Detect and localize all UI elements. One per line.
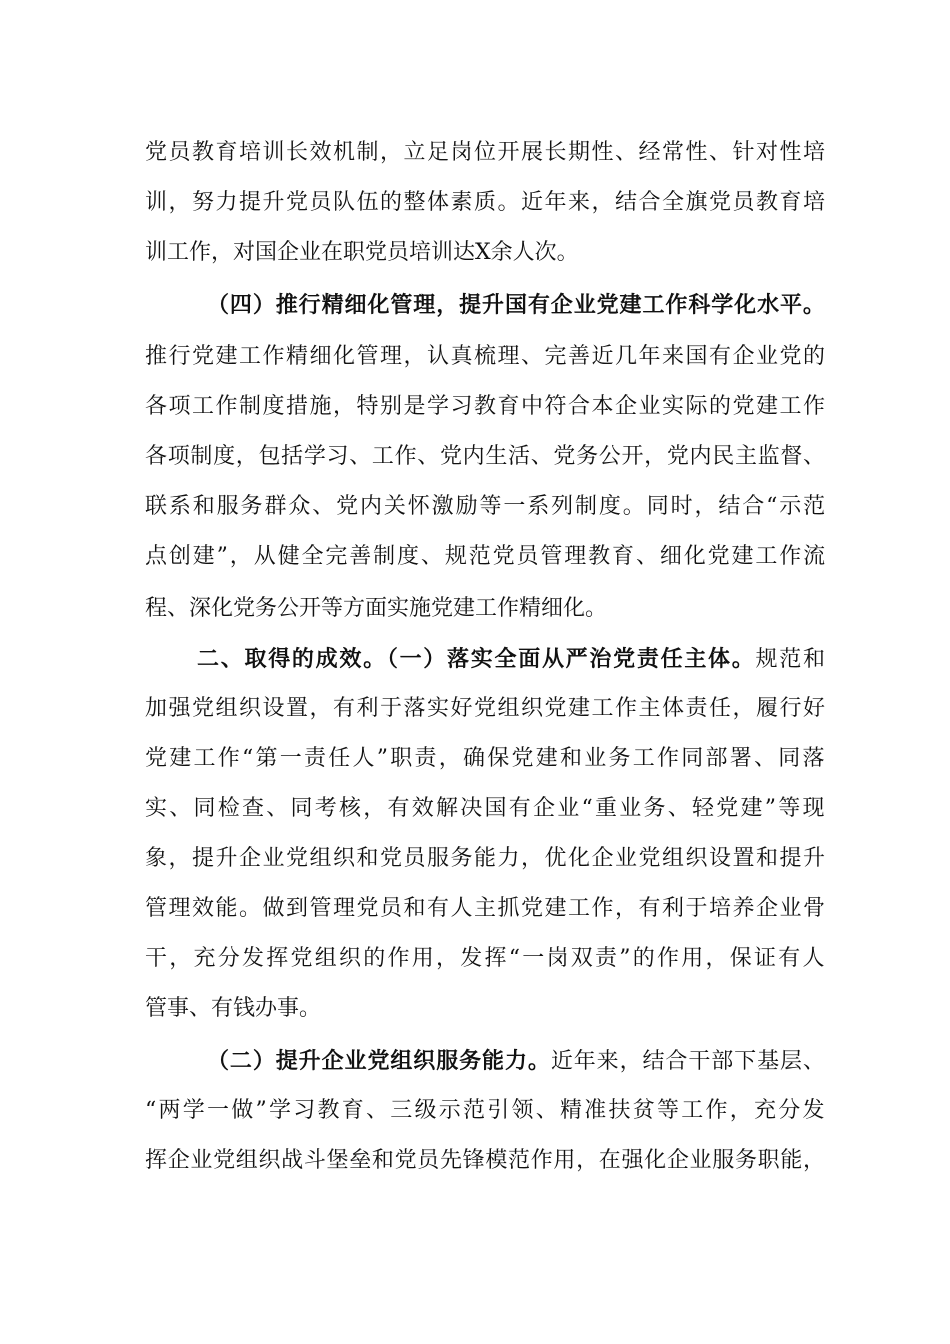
text-line xyxy=(145,492,827,522)
body-text: 党建工作“第一责任人”职责，确保党建和业务工作同部署、同落 xyxy=(145,746,827,771)
text-line xyxy=(145,994,321,1024)
body-text: 各项工作制度措施，特别是学习教育中符合本企业实际的党建工作 xyxy=(145,394,827,419)
text-line xyxy=(145,392,827,422)
body-text: 训，努力提升党员队伍的整体素质。近年来，结合全旗党员教育培 xyxy=(145,190,827,215)
bold-heading-text: 二、取得的成效。（一）落实全面从严治党责任主体。 xyxy=(197,646,756,672)
text-line xyxy=(145,694,827,724)
text-line xyxy=(145,894,827,924)
body-text: 点创建”，从健全完善制度、规范党员管理教育、细化党建工作流 xyxy=(145,544,828,569)
body-text: “两学一做”学习教育、三级示范引领、精准扶贫等工作，充分发 xyxy=(145,1098,827,1123)
body-text: 实、同检查、同考核，有效解决国有企业“重业务、轻党建”等现 xyxy=(145,796,827,821)
text-line xyxy=(145,238,579,268)
text-line xyxy=(145,794,827,824)
text-line xyxy=(145,138,827,168)
text-line xyxy=(145,1146,826,1176)
text-line xyxy=(207,290,826,320)
body-text: 推行党建工作精细化管理，认真梳理、完善近几年来国有企业党的 xyxy=(145,344,827,369)
body-text: 近年来，结合干部下基层、 xyxy=(550,1049,826,1074)
text-line xyxy=(145,188,827,218)
text-line xyxy=(145,594,607,624)
body-text: 加强党组织设置，有利于落实好党组织党建工作主体责任，履行好 xyxy=(145,696,827,721)
text-line xyxy=(145,442,826,472)
text-line xyxy=(145,342,827,372)
body-text: 管事、有钱办事。 xyxy=(145,996,322,1021)
body-text: 干，充分发挥党组织的作用，发挥“一岗双责”的作用，保证有人 xyxy=(145,946,827,971)
text-line xyxy=(145,1096,827,1126)
body-text: 规范和 xyxy=(755,647,827,672)
bold-heading-text: （二）提升企业党组织服务能力。 xyxy=(207,1048,551,1074)
body-text: 象，提升企业党组织和党员服务能力，优化企业党组织设置和提升 xyxy=(145,846,827,871)
text-line xyxy=(145,944,827,974)
body-text: 挥企业党组织战斗堡垒和党员先锋模范作用，在强化企业服务职能， xyxy=(145,1148,826,1173)
text-line xyxy=(207,1046,826,1076)
body-text: 党员教育培训长效机制，立足岗位开展长期性、经常性、针对性培 xyxy=(145,140,827,165)
text-line xyxy=(145,542,827,572)
text-line xyxy=(197,644,827,674)
body-text: 程、深化党务公开等方面实施党建工作精细化。 xyxy=(145,596,608,621)
text-line xyxy=(145,844,827,874)
text-line xyxy=(145,744,827,774)
body-text: 联系和服务群众、党内关怀激励等一系列制度。同时，结合“示范 xyxy=(145,494,828,519)
bold-heading-text: （四）推行精细化管理，提升国有企业党建工作科学化水平。 xyxy=(207,292,826,318)
body-text: 管理效能。做到管理党员和有人主抓党建工作，有利于培养企业骨 xyxy=(145,896,827,921)
body-text: 各项制度，包括学习、工作、党内生活、党务公开，党内民主监督、 xyxy=(145,444,826,469)
body-text: 训工作，对国企业在职党员培训达X余人次。 xyxy=(145,240,579,265)
